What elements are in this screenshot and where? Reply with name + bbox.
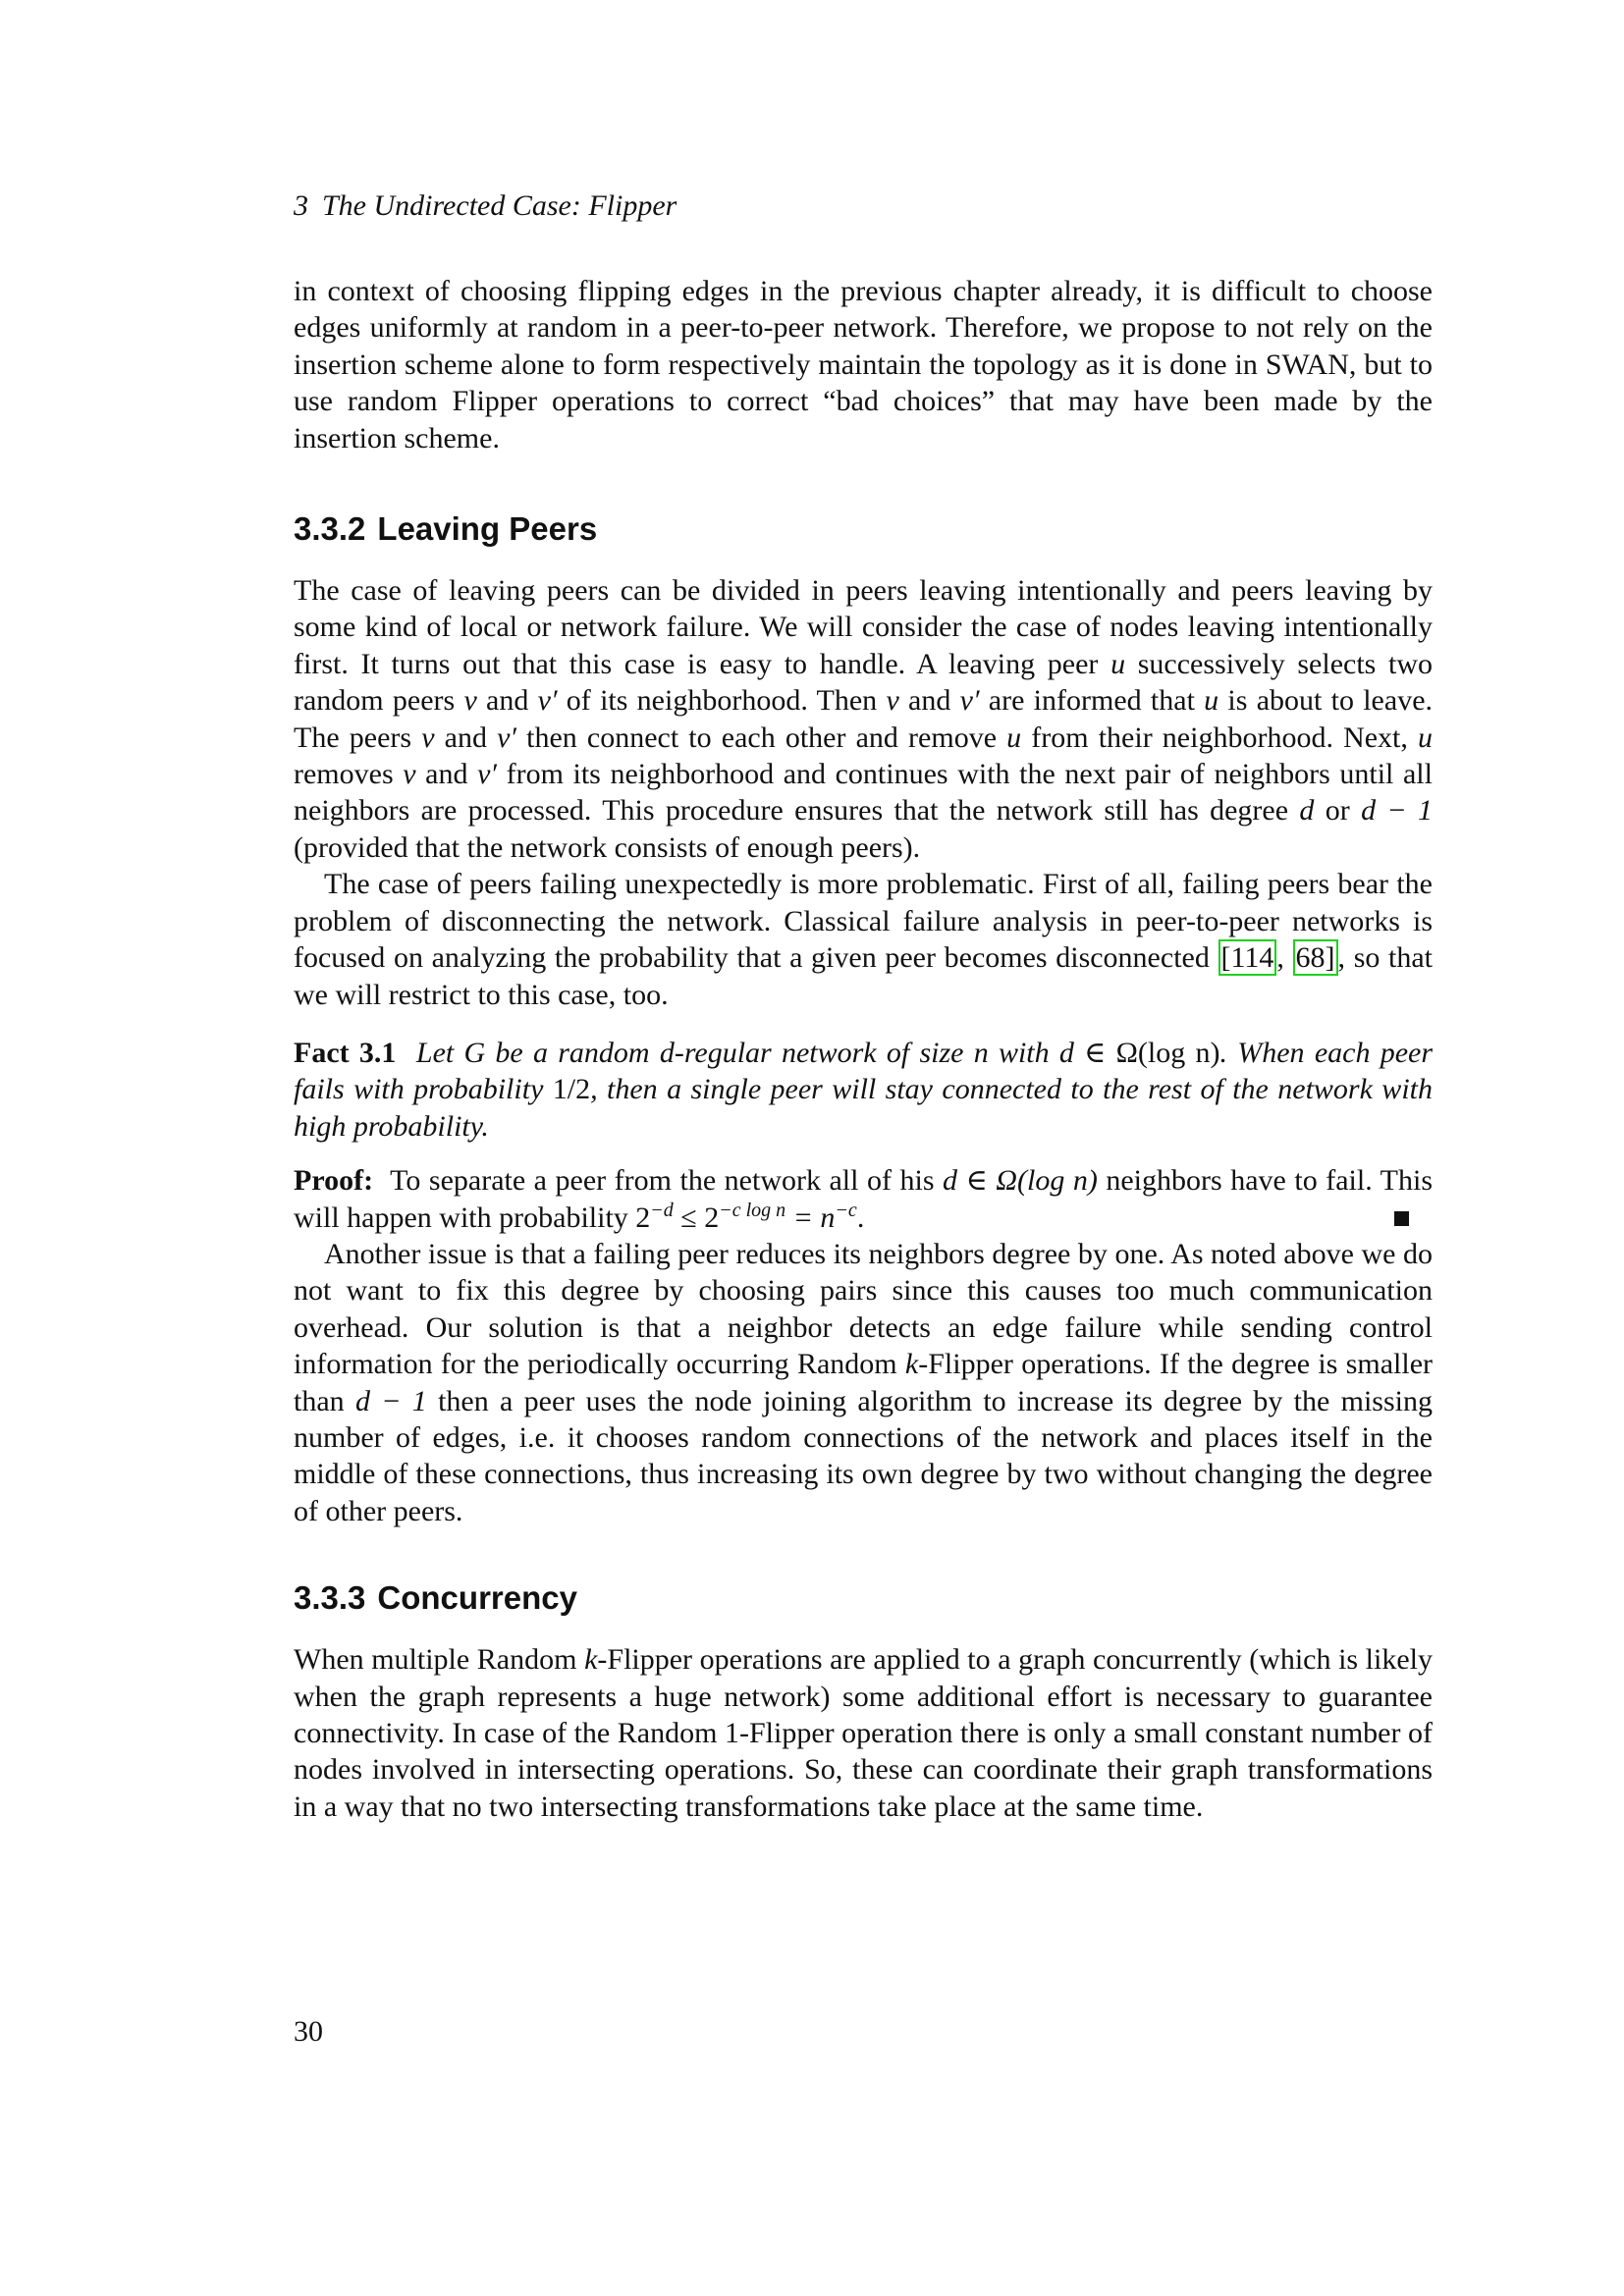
section-heading-leaving-peers <box>294 509 1433 549</box>
intro-paragraph: in context of choosing flipping edges in the previous chapter already, it is difficult to choose edges uniformly at random in a peer-to-peer network. Therefore, we propose to not rely on the insertion scheme alone to form respectively maintain the topology as it is done in SWAN, but to use random Flipper operations to correct “bad choices” that may have been made by the insertion scheme. <box>294 275 1433 454</box>
neighbor-degree-paragraph: Another issue is that a failing peer reduces its neighbors degree by one. As noted above we do not want to fix this degree by choosing pairs since this causes too much communication overhead. Our solution is that a neighbor detects an edge failure while sending control information for the periodically occurring Random k-Flipper operations. If the degree is smaller than d − 1 then a peer uses the node joining algorithm to increase its degree by the missing number of edges, i.e. it chooses random connections of the network and places itself in the middle of these connections, thus increasing its own degree by two without changing the degree of other peers. <box>294 1237 1434 1527</box>
chapter-number: 3 <box>294 189 308 222</box>
section-title: Leaving Peers <box>377 510 598 548</box>
section-number: 3.3.3 <box>294 1579 366 1617</box>
page-number: 30 <box>294 2015 323 2048</box>
section-number: 3.3.2 <box>294 510 366 548</box>
running-head <box>294 187 1433 226</box>
fact-3-1: Fact 3.1 Let G be a random d-regular network of size n with d ∈ Ω(log n). When each peer fails with probability 1/2, then a single peer will stay connected to the rest of the network with high probability. <box>294 1036 1434 1143</box>
concurrency-paragraph: When multiple Random k-Flipper operations are applied to a graph concurrently (which is likely when the graph represents a huge network) some additional effort is necessary to guarantee connectivity. In case of the Random 1-Flipper operation there is only a small constant number of nodes involved in intersecting operations. So, these can coordinate their graph transformations in a way that no two intersecting transformations take place at the same time. <box>294 1643 1434 1823</box>
leaving-intentionally-paragraph: The case of leaving peers can be divided in peers leaving intentionally and peers leaving by some kind of local or network failure. We will consider the case of nodes leaving intentionally first. It turns out that this case is easy to handle. A leaving peer u successively selects two random peers v and v′ of its neighborhood. Then v and v′ are informed that u is about to leave. The peers v and v′ then connect to each other and remove u from their neighborhood. Next, u removes v and v′ from its neighborhood and continues with the next pair of neighbors until all neighbors are processed. This procedure ensures that the network still has degree d or d − 1 (provided that the network consists of enough peers). <box>294 574 1434 864</box>
citation-link[interactable]: 68] <box>1293 939 1338 976</box>
proof-label: Proof: <box>294 1164 374 1198</box>
section-title: Concurrency <box>377 1579 577 1617</box>
proof-block: Proof: To separate a peer from the network all of his d ∈ Ω(log n) neighbors have to fail. This will happen with probability $2^{-d} \le 2^{-c log n} = n^{-c}$. <box>294 1164 1434 1234</box>
section-heading-concurrency <box>294 1578 1433 1618</box>
chapter-title: The Undirected Case: Flipper <box>322 189 677 222</box>
failing-peers-paragraph: The case of peers failing unexpectedly is more problematic. First of all, failing peers bear the problem of disconnecting the network. Classical failure analysis in peer-to-peer networks is focused on analyzing the probability that a given peer becomes disconnected [114 , 68] , so that we will restrict to this case, too. <box>294 868 1434 1011</box>
fact-label: Fact 3.1 <box>294 1036 397 1069</box>
qed-square-icon <box>1394 1211 1409 1226</box>
citation-link[interactable]: [114 <box>1218 939 1277 976</box>
page-body <box>294 187 1433 1825</box>
